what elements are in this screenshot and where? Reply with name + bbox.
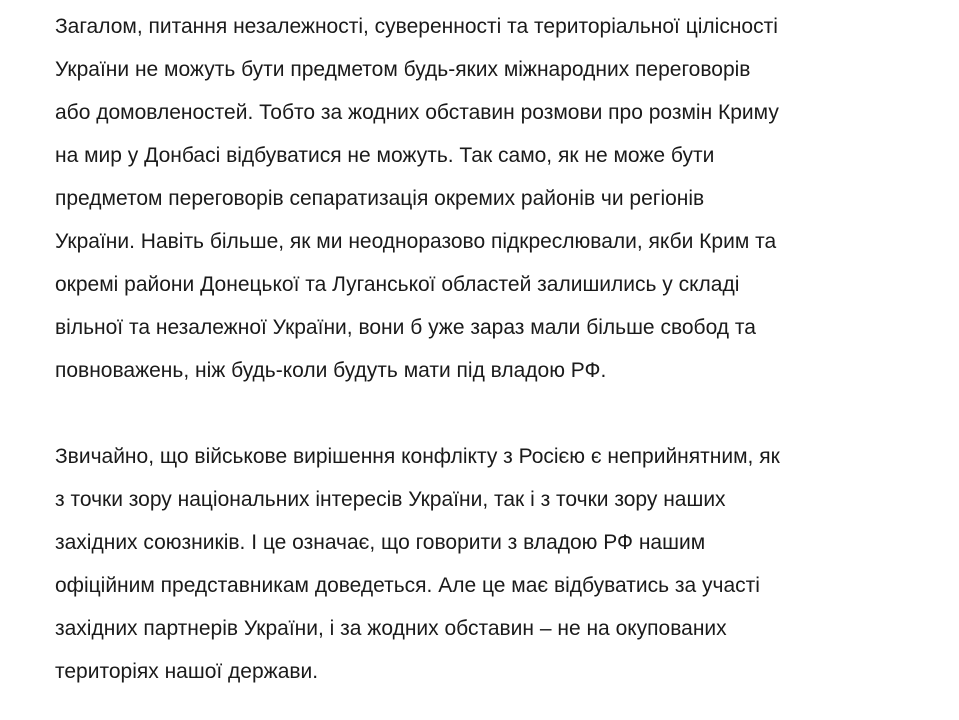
paragraph-line: з точки зору національних інтересів України, так і з точки зору наших [55,488,726,511]
paragraph-line: або домовленостей. Тобто за жодних обставин розмови про розмін Криму [55,101,779,124]
paragraph-line: західних союзників. І це означає, що говорити з владою РФ нашим [55,531,706,554]
paragraph-line: Звичайно, що військове вирішення конфлікту з Росією є неприйнятним, як [55,445,780,468]
paragraph-line: територіях нашої держави. [55,660,319,683]
paragraph-2 [55,435,935,693]
paragraph-line: Загалом, питання незалежності, суверенності та територіальної цілісності [55,15,778,38]
paragraph-line: на мир у Донбасі відбуватися не можуть. Так само, як не може бути [55,144,715,167]
paragraph-line: вільної та незалежної України, вони б уже зараз мали більше свобод та [55,316,756,339]
paragraph-line: України. Навіть більше, як ми неодноразово підкреслювали, якби Крим та [55,230,777,253]
article-body [55,5,935,693]
paragraph-1 [55,5,935,392]
paragraph-line: предметом переговорів сепаратизація окремих районів чи регіонів [55,187,705,210]
paragraph-line: офіційним представникам доведеться. Але це має відбуватись за участі [55,574,760,597]
paragraph-line: західних партнерів України, і за жодних обставин – не на окупованих [55,617,727,640]
paragraph-line: України не можуть бути предметом будь-яких міжнародних переговорів [55,58,751,81]
paragraph-line: окремі райони Донецької та Луганської областей залишились у складі [55,273,740,296]
paragraph-line: повноважень, ніж будь-коли будуть мати під владою РФ. [55,359,607,382]
